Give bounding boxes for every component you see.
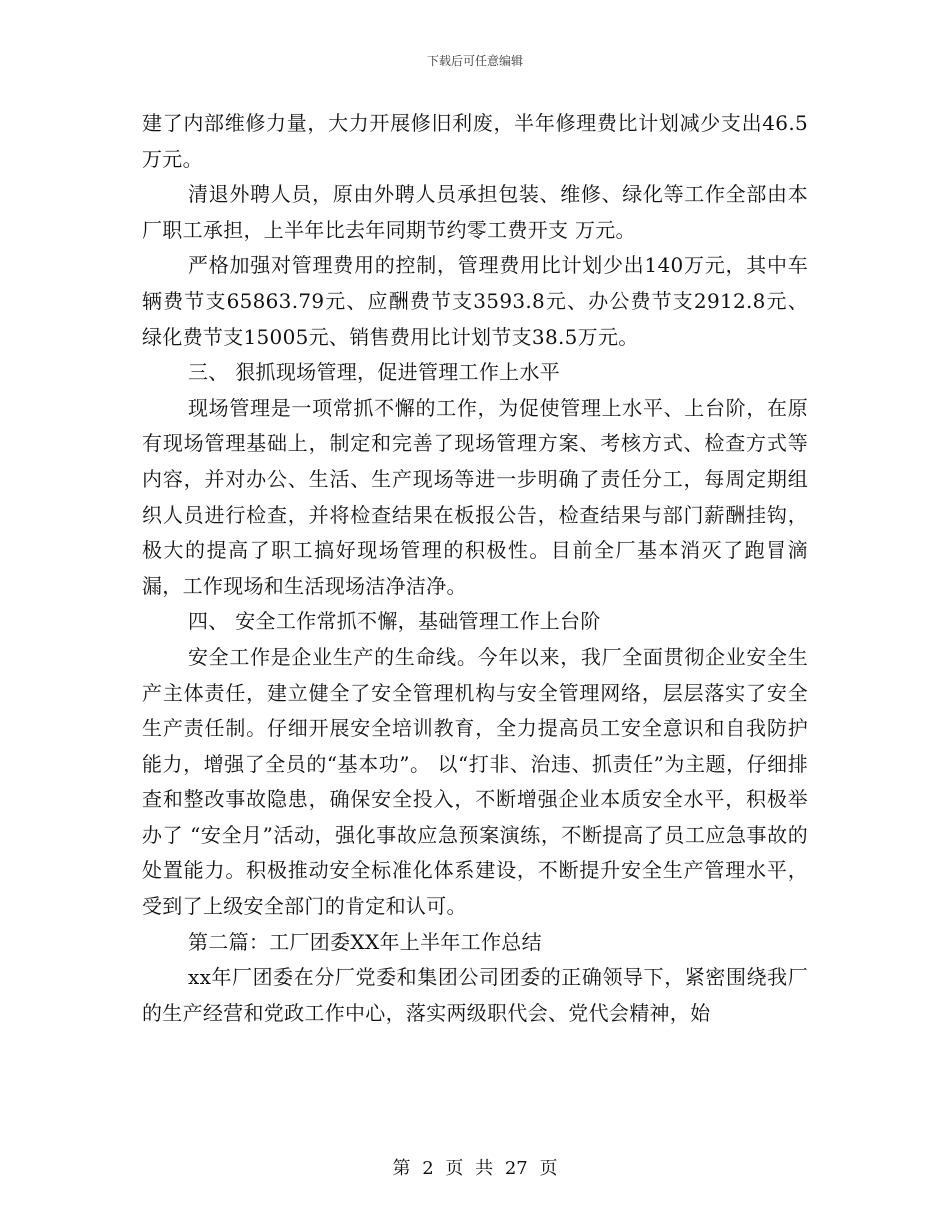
page-number: 第 2 页 共 27 页 (392, 1158, 558, 1179)
section-heading: 四、 安全工作常抓不懈，基础管理工作上台阶 (188, 609, 601, 634)
paragraph: xx年厂团委在分厂党委和集团公司团委的正确领导下，紧密围绕我厂的生产经营和党政工作中心，落实两级职代会、党代会精神，始 (142, 965, 808, 1025)
paragraph: 安全工作是企业生产的生命线。今年以来，我厂全面贯彻企业安全生产主体责任，建立健全了安全管理机构与安全管理网络，层层落实了安全生产责任制。仔细开展安全培训教育，全力提高员工安全意识和自我防护能力，增强了全员的“基本功”。 以“打非、治违、抓责任”为主题，仔细排查和整改事故隐患，确保安全投入，不断增强企业本质安全水平，积极举办了 “安全月”活动，强化事故应急预案演练，不断提高了员工应急事故的处置能力。积极推动安全标准化体系建设，不断提升安全生产管理水平，受到了上级安全部门的肯定和认可。 (142, 644, 808, 919)
paragraph: 清退外聘人员，原由外聘人员承担包装、维修、绿化等工作全部由本厂职工承担，上半年比去年同期节约零工费开支 万元。 (142, 182, 808, 242)
paragraph-continuation: 建了内部维修力量，大力开展修旧利废，半年修理费比计划减少支出46.5万元。 (142, 111, 808, 171)
page-header: 下载后可任意编辑 (426, 54, 523, 68)
paragraph: 现场管理是一项常抓不懈的工作，为促使管理上水平、上台阶，在原有现场管理基础上，制定和完善了现场管理方案、考核方式、检查方式等内容，并对办公、生活、生产现场等进一步明确了责任分工，每周定期组织人员进行检查，并将检查结果在板报公告，检查结果与部门薪酬挂钩，极大的提高了职工搞好现场管理的积极性。目前全厂基本消灭了跑冒滴漏，工作现场和生活现场洁净洁净。 (142, 395, 808, 598)
paragraph: 严格加强对管理费用的控制，管理费用比计划少出140万元，其中车辆费节支65863.79元、应酬费节支3593.8元、办公费节支2912.8元、绿化费节支15005元、销售费用比计划节支38.5万元。 (142, 253, 808, 349)
document-body (142, 106, 808, 1031)
section-heading: 三、 狠抓现场管理，促进管理工作上水平 (188, 360, 561, 385)
chapter-heading: 第二篇：工厂团委XX年上半年工作总结 (188, 929, 542, 954)
